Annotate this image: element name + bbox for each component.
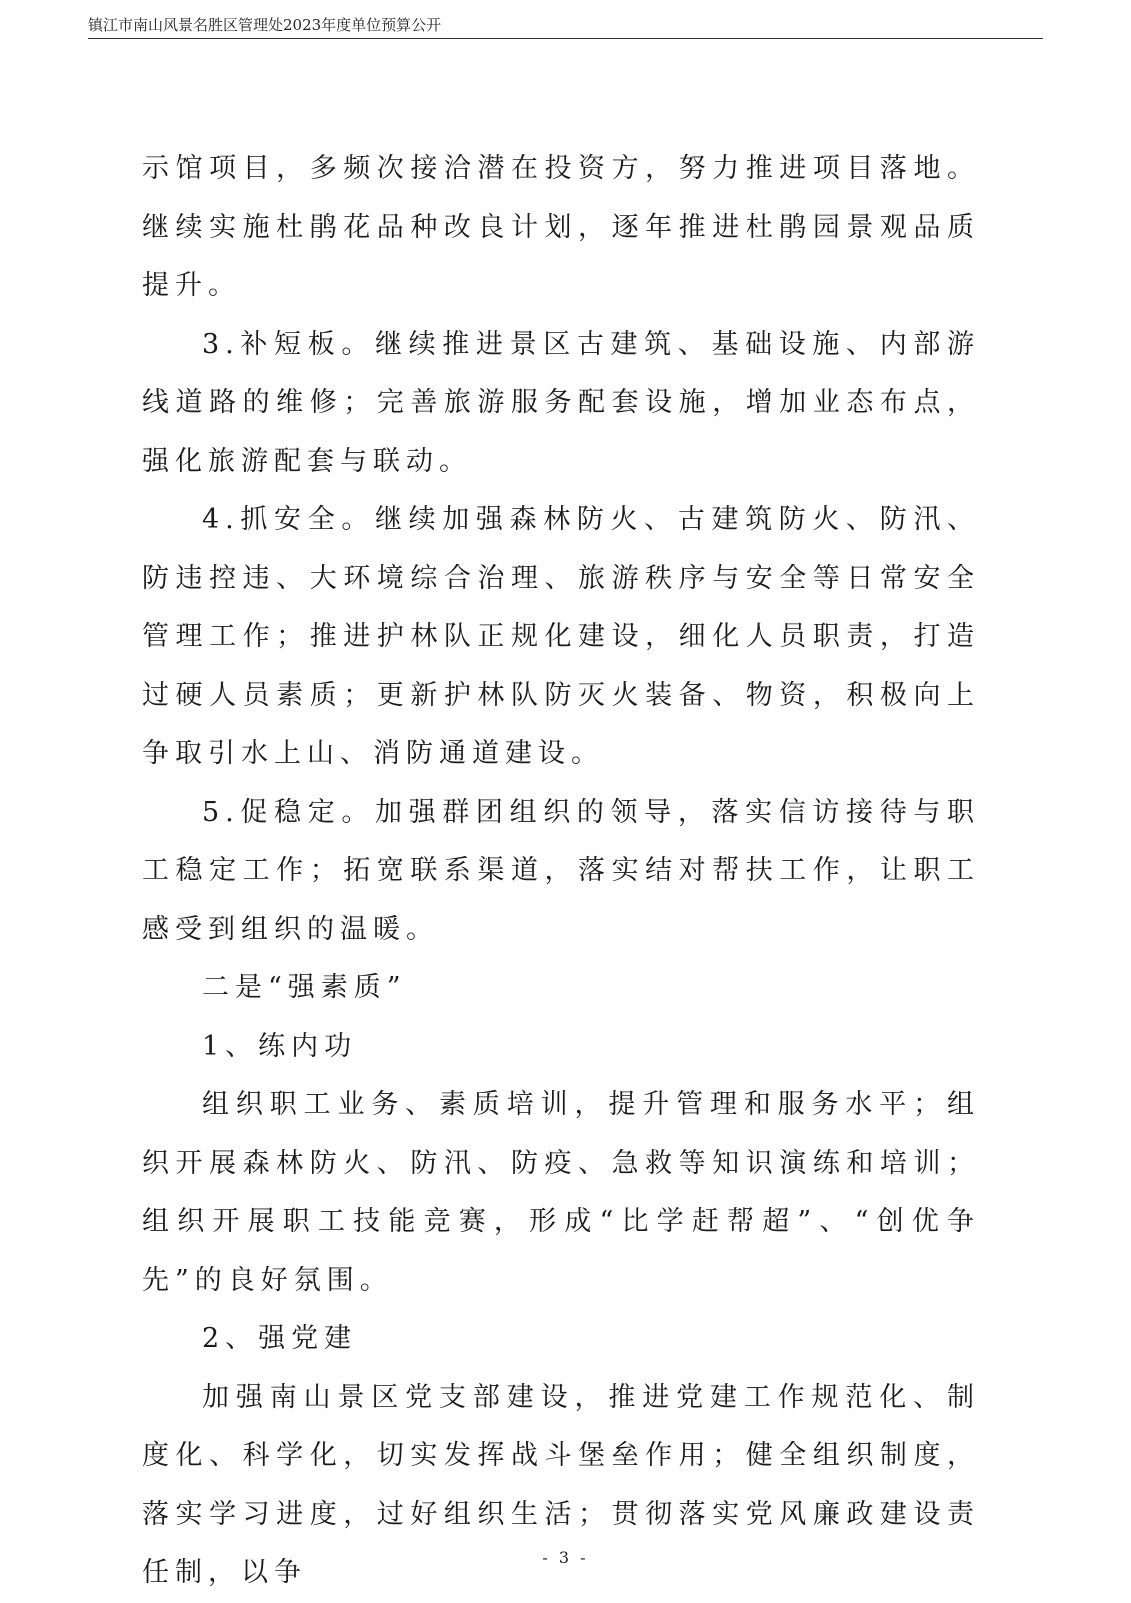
header-title: 镇江市南山风景名胜区管理处2023年度单位预算公开 xyxy=(88,16,442,34)
subheading-1: 1、练内功 xyxy=(202,1030,358,1062)
document-body xyxy=(142,140,980,1603)
paragraph-item-5: 5.促稳定。加强群团组织的领导，落实信访接待与职工稳定工作；拓宽联系渠道，落实结对帮扶工作，让职工感受到组织的温暖。 xyxy=(142,796,980,945)
page-header xyxy=(88,14,1043,39)
paragraph-training: 组织职工业务、素质培训，提升管理和服务水平；组织开展森林防火、防汛、防疫、急救等知识演练和培训；组织开展职工技能竞赛，形成“比学赶帮超”、“创优争先”的良好氛围。 xyxy=(142,1089,980,1296)
paragraph-item-3: 3.补短板。继续推进景区古建筑、基础设施、内部游线道路的维修；完善旅游服务配套设施，增加业态布点，强化旅游配套与联动。 xyxy=(142,328,980,477)
paragraph-party-building: 加强南山景区党支部建设，推进党建工作规范化、制度化、科学化，切实发挥战斗堡垒作用；健全组织制度，落实学习进度，过好组织生活；贯彻落实党风廉政建设责任制，以争 xyxy=(142,1381,980,1588)
paragraph-item-4: 4.抓安全。继续加强森林防火、古建筑防火、防汛、防违控违、大环境综合治理、旅游秩序与安全等日常安全管理工作；推进护林队正规化建设，细化人员职责，打造过硬人员素质；更新护林队防灭火装备、物资，积极向上争取引水上山、消防通道建设。 xyxy=(142,504,980,769)
section-heading: 二是“强素质” xyxy=(202,972,407,1003)
page-number: - 3 - xyxy=(542,1548,589,1567)
subheading-2: 2、强党建 xyxy=(202,1323,358,1354)
paragraph-continuation: 示馆项目，多频次接洽潜在投资方，努力推进项目落地。继续实施杜鹃花品种改良计划，逐年推进杜鹃园景观品质提升。 xyxy=(142,153,980,301)
